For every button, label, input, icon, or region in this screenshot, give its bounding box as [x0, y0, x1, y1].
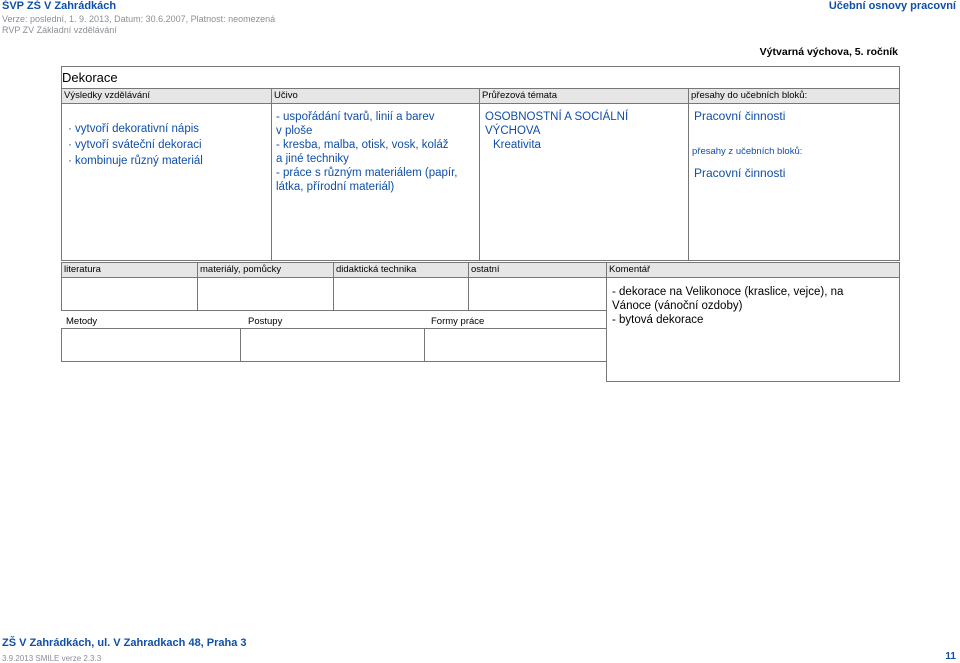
col-header-overlaps: přesahy do učebních bloků: [688, 88, 900, 104]
comment-line: - dekorace na Velikonoce (kraslice, vejce), na [612, 286, 844, 298]
theme-name-cont: VÝCHOVA [485, 125, 541, 137]
overlap-from-label: přesahy z učebních bloků: [692, 146, 803, 157]
curriculum-line: látka, přírodní materiál) [276, 181, 395, 193]
header-comment: Komentář [606, 262, 900, 278]
curriculum-line: v ploše [276, 125, 313, 137]
cell-other [468, 277, 607, 311]
forms-label: Formy práce [431, 316, 485, 327]
col-header-crosscutting: Průřezová témata [479, 88, 689, 104]
curriculum-list [276, 110, 458, 194]
header-literature: literatura [61, 262, 198, 278]
theme-subtopic: Kreativita [493, 139, 541, 151]
header-materials: materiály, pomůcky [197, 262, 334, 278]
crosscutting-themes [485, 110, 628, 152]
divider [479, 102, 480, 260]
theme-name: OSOBNOSTNÍ A SOCIÁLNÍ [485, 111, 629, 123]
cell-forms [424, 328, 607, 362]
document-title: ŠVP ZŠ V Zahrádkách [2, 0, 117, 12]
list-item: · vytvoří sváteční dekoraci [68, 139, 202, 151]
page-number: 11 [945, 651, 956, 662]
comment-line: - bytová dekorace [612, 314, 704, 326]
divider [271, 102, 272, 260]
cell-literature [61, 277, 198, 311]
overlap-from-value: Pracovní činnosti [694, 166, 786, 180]
rvp-line: RVP ZV Základní vzdělávání [2, 25, 117, 35]
comment-text [612, 285, 843, 327]
col-header-outcomes: Výsledky vzdělávání [61, 88, 272, 104]
cell-procedures [240, 328, 425, 362]
header-didactic: didaktická technika [333, 262, 469, 278]
cell-methods [61, 328, 241, 362]
subject-grade: Výtvarná výchova, 5. ročník [759, 46, 898, 58]
footer-software: 3.9.2013 SMILE verze 2.3.3 [2, 654, 102, 663]
overlap-to-value: Pracovní činnosti [694, 109, 786, 123]
comment-line: Vánoce (vánoční ozdoby) [612, 300, 743, 312]
procedures-label: Postupy [248, 316, 283, 327]
list-item: · kombinuje různý materiál [68, 155, 203, 167]
cell-didactic [333, 277, 469, 311]
curriculum-line: a jiné techniky [276, 153, 349, 165]
document-section-title: Učební osnovy pracovní [828, 0, 956, 12]
curriculum-line: - kresba, malba, otisk, vosk, koláž [276, 139, 449, 151]
list-item: · vytvoří dekorativní nápis [68, 123, 200, 135]
topic-box [61, 66, 900, 89]
outcomes-list [68, 121, 203, 169]
divider [688, 102, 689, 260]
col-header-curriculum: Učivo [271, 88, 480, 104]
version-line: Verze: poslední, 1. 9. 2013, Datum: 30.6.2007, Platnost: neomezená [2, 14, 276, 24]
header-other: ostatní [468, 262, 607, 278]
topic-title: Dekorace [62, 70, 118, 85]
methods-label: Metody [66, 316, 98, 327]
curriculum-line: - práce s různým materiálem (papír, [276, 167, 458, 179]
curriculum-line: - uspořádání tvarů, linií a barev [276, 111, 435, 123]
cell-materials [197, 277, 334, 311]
footer-school: ZŠ V Zahrádkách, ul. V Zahradkach 48, Praha 3 [2, 637, 247, 649]
